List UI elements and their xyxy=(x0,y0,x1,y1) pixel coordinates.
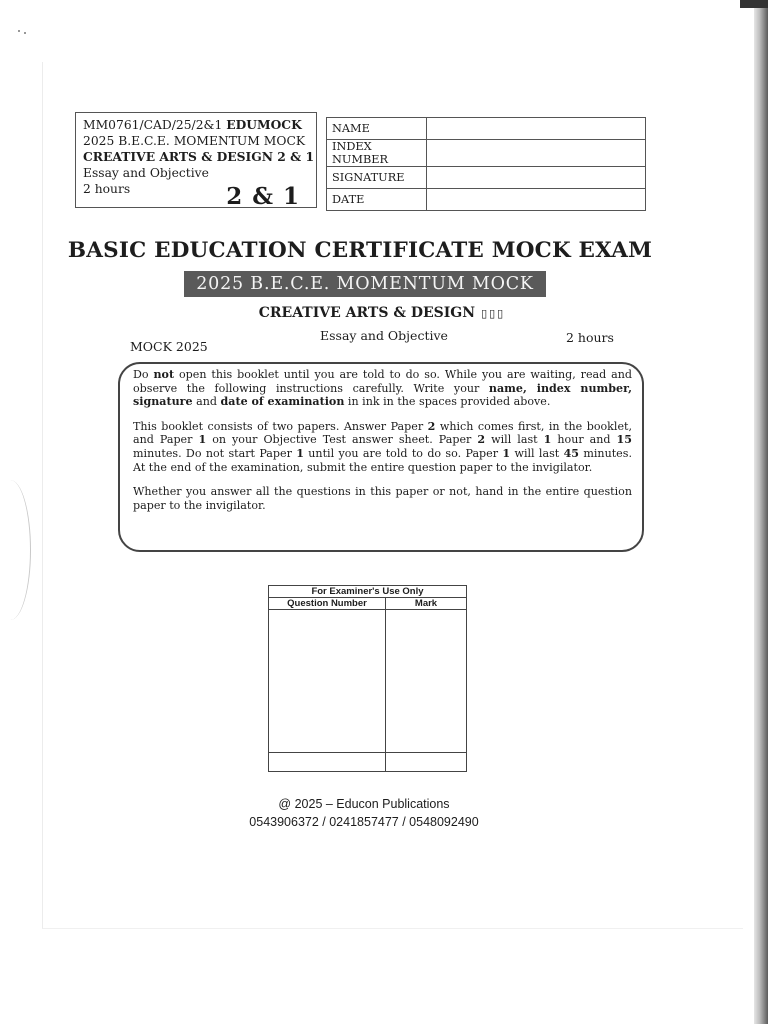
mock-year: MOCK 2025 xyxy=(130,339,208,354)
exam-info-box xyxy=(75,112,317,208)
candidate-row-signature xyxy=(327,167,646,189)
question-total-cell xyxy=(269,753,386,772)
signature-field[interactable] xyxy=(427,167,646,189)
page-title: BASIC EDUCATION CERTIFICATE MOCK EXAM xyxy=(67,238,653,263)
instruction-paragraph-2: This booklet consists of two papers. Answer Paper 2 which comes first, in the booklet, and Paper 1 on your Objective Test answer sheet. Paper 2 will last 1 hour and 15 minutes. Do not start Paper 1 until you are told to do so. Paper 1 will last 45 minutes. At the end of the examination, submit the entire question paper to the invigilator. xyxy=(133,419,632,474)
subject-heading xyxy=(0,305,764,321)
instructions-box xyxy=(118,362,644,552)
index-number-label: INDEX NUMBER xyxy=(327,140,427,167)
signature-label: SIGNATURE xyxy=(327,167,427,189)
paper-type: Essay and Objective xyxy=(320,328,448,343)
scan-speck xyxy=(24,32,26,34)
examiner-table-caption: For Examiner's Use Only xyxy=(269,586,467,598)
question-number-cell xyxy=(269,610,386,753)
candidate-details-table xyxy=(326,117,646,211)
question-number-header: Question Number xyxy=(269,598,386,610)
candidate-row-index xyxy=(327,140,646,167)
duration: 2 hours xyxy=(566,330,614,345)
subject-line: CREATIVE ARTS & DESIGN 2 & 1 xyxy=(83,149,315,164)
name-field[interactable] xyxy=(427,118,646,140)
subject-text: CREATIVE ARTS & DESIGN xyxy=(258,305,476,321)
candidate-row-date xyxy=(327,189,646,211)
scan-corner xyxy=(740,0,768,8)
exam-banner: 2025 B.E.C.E. MOMENTUM MOCK xyxy=(184,271,546,297)
exam-code xyxy=(83,117,316,133)
index-number-field[interactable] xyxy=(427,140,646,167)
subject-glyphs: ▯▯▯ xyxy=(481,307,506,320)
exam-line: 2025 B.E.C.E. MOMENTUM MOCK xyxy=(83,134,306,148)
copyright-text: @ 2025 – Educon Publications xyxy=(278,797,450,811)
exam-code-suffix: EDUMOCK xyxy=(226,117,302,132)
scan-edge-shadow xyxy=(754,0,768,1024)
candidate-row-name xyxy=(327,118,646,140)
paper-type-line: Essay and Objective xyxy=(83,166,209,180)
instruction-paragraph-3: Whether you answer all the questions in this paper or not, hand in the entire question paper to the invigilator. xyxy=(133,485,632,512)
date-label: DATE xyxy=(327,189,427,211)
duration-line: 2 hours xyxy=(83,182,131,196)
name-label: NAME xyxy=(327,118,427,140)
contact-phones: 0543906372 / 0241857477 / 0548092490 xyxy=(249,815,479,829)
scan-speck xyxy=(18,30,20,32)
exam-code-prefix: MM0761/CAD/25/2&1 xyxy=(83,118,227,132)
mark-header: Mark xyxy=(386,598,467,610)
mark-total-cell xyxy=(386,753,467,772)
date-field[interactable] xyxy=(427,189,646,211)
instruction-paragraph-1: Do not open this booklet until you are told to do so. While you are waiting, read and observe the following instructions carefully. Write your name, index number, signature and date of examination in ink in the spaces provided above. xyxy=(133,368,633,409)
paper-number: 2 & 1 xyxy=(226,183,300,210)
mark-cell xyxy=(386,610,467,753)
examiner-use-table xyxy=(268,585,467,772)
scan-curve-mark xyxy=(0,480,31,620)
